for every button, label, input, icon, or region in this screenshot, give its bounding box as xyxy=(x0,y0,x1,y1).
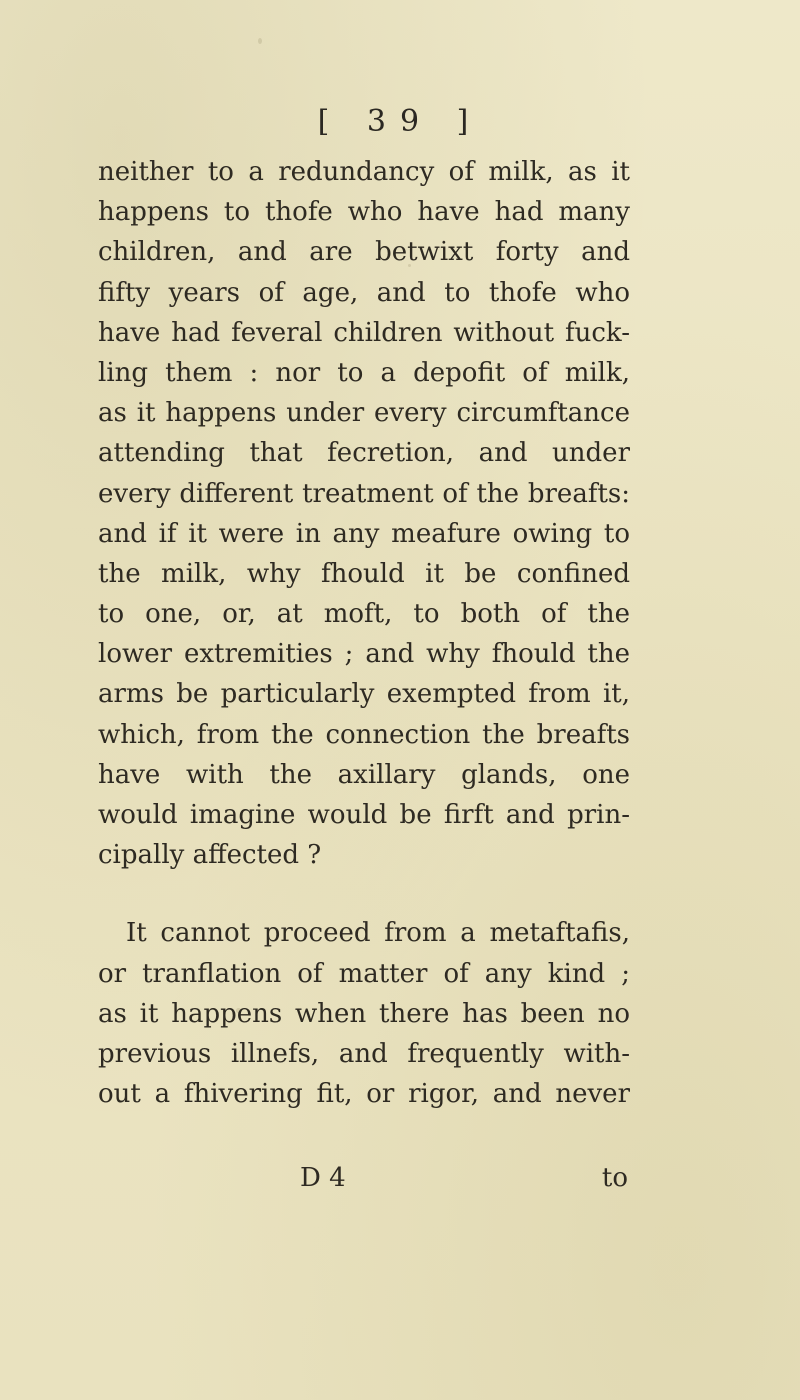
text-line: as it happens when there has been no xyxy=(98,998,630,1029)
text-line: which, from the connection the breafts xyxy=(98,719,630,750)
text-line: attending that fecretion, and under xyxy=(98,438,630,469)
text-line: neither to a redundancy of milk, as it xyxy=(98,157,630,187)
text-line: have with the axillary glands, one xyxy=(98,759,630,790)
text-line: or tranflation of matter of any kind ; xyxy=(98,958,630,989)
text-line: out a fhivering fit, or rigor, and never xyxy=(98,1079,630,1110)
paper-stain xyxy=(258,38,262,44)
text-line: previous illnefs, and frequently with- xyxy=(98,1038,630,1069)
paragraph-gap xyxy=(98,875,630,913)
paragraph-1 xyxy=(98,152,630,875)
page-number: [ 39 ] xyxy=(317,104,483,139)
text-line: would imagine would be firft and prin- xyxy=(98,800,630,830)
text-line: every different treatment of the breafts: xyxy=(98,478,630,509)
text-line: It cannot proceed from a metaftafis, xyxy=(126,918,630,949)
catchword: to xyxy=(601,1163,628,1193)
text-line: arms be particularly exempted from it, xyxy=(98,679,630,710)
text-line: children, and are betwixt forty and xyxy=(98,237,630,268)
text-body xyxy=(98,152,630,1114)
text-line: the milk, why fhould it be confined xyxy=(98,558,630,589)
text-line: to one, or, at moft, to both of the xyxy=(98,599,630,630)
text-line: lower extremities ; and why fhould the xyxy=(98,639,630,670)
text-line: fifty years of age, and to thofe who xyxy=(98,277,630,308)
text-line: happens to thofe who have had many xyxy=(98,197,630,228)
text-line: have had feveral children without fuck- xyxy=(98,317,630,348)
text-line: ling them : nor to a depofit of milk, xyxy=(98,357,630,388)
paragraph-2 xyxy=(98,913,630,1114)
page-footer xyxy=(98,1158,630,1198)
text-line: as it happens under every circumftance xyxy=(98,398,630,429)
text-line: and if it were in any meafure owing to xyxy=(98,518,630,549)
signature-mark: D 4 xyxy=(300,1163,346,1193)
text-line: cipally affected ? xyxy=(98,840,322,871)
